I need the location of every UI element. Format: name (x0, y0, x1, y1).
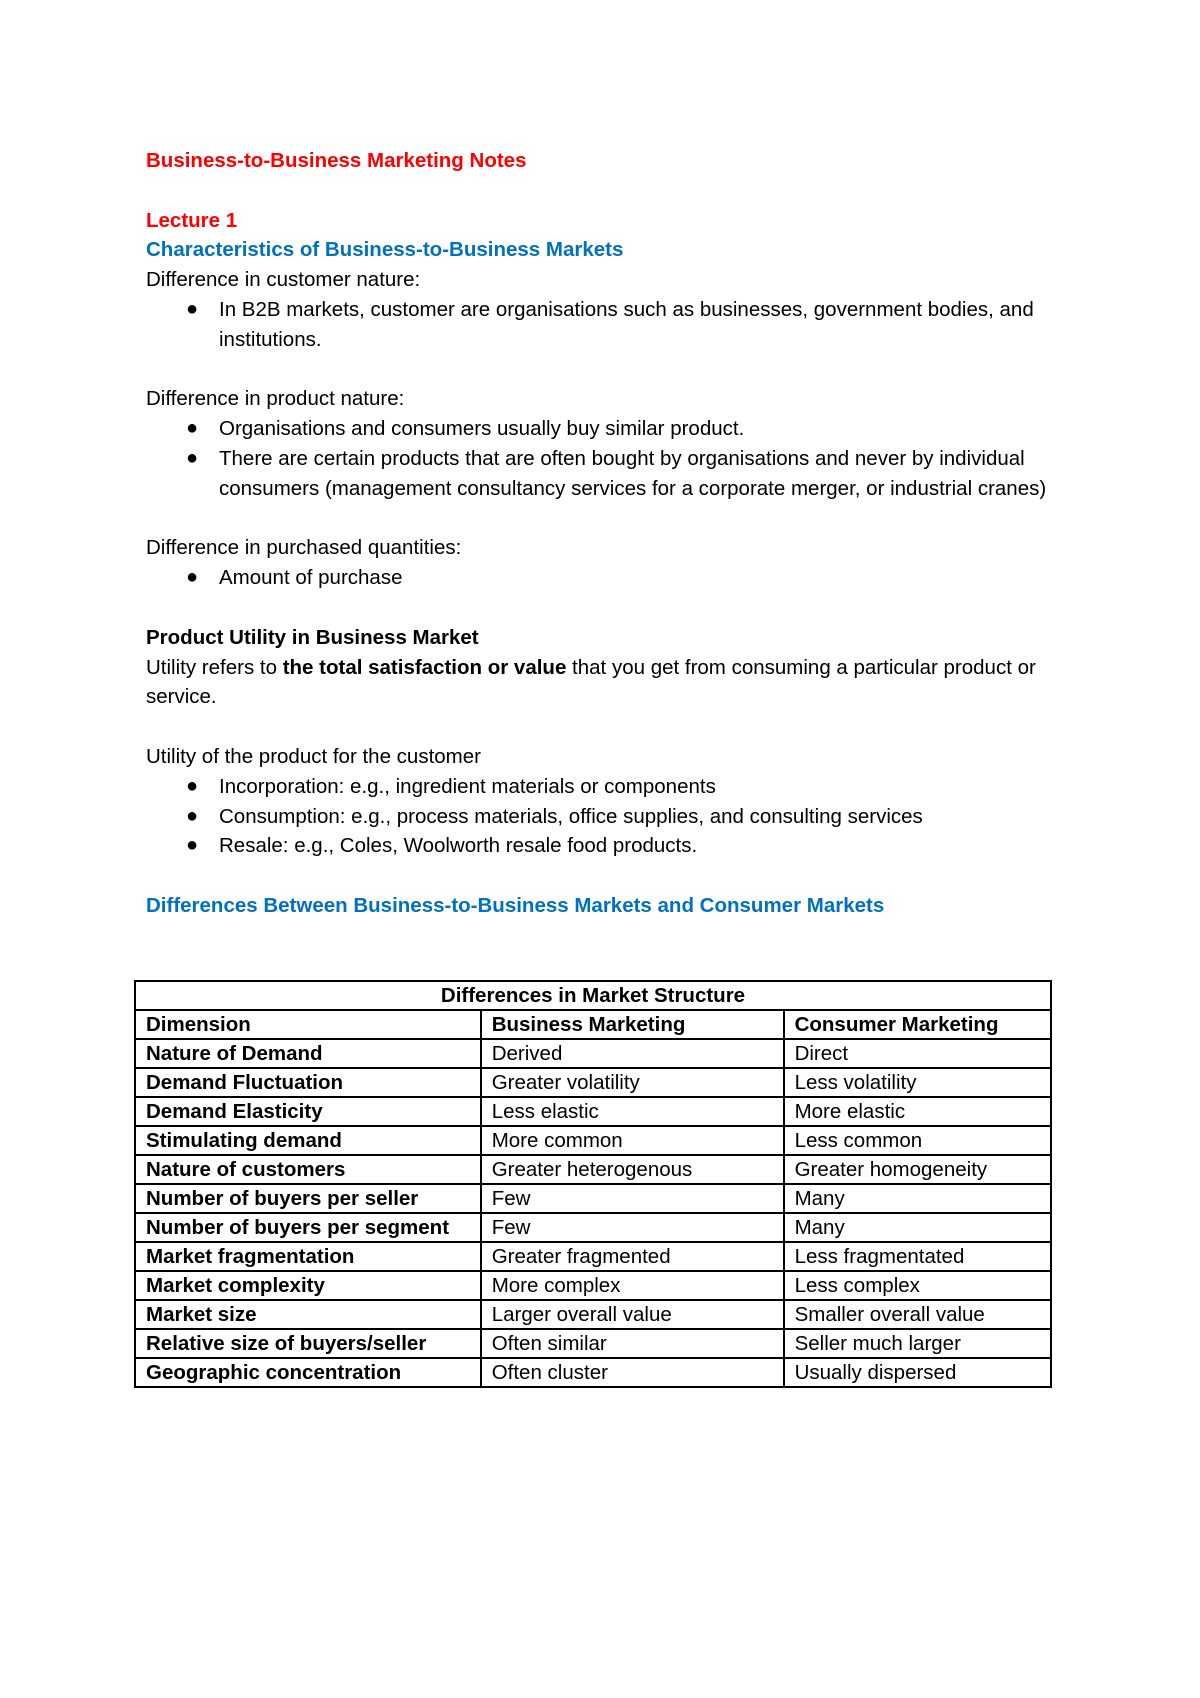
consumer-cell: Less fragmentated (784, 1242, 1051, 1271)
dimension-cell: Market complexity (135, 1271, 481, 1300)
list-item: ● There are certain products that are often bought by organisations and never by individual consumers (management consultancy services for a corporate merger, or industrial cranes) (146, 444, 1066, 504)
document-page (146, 146, 1066, 921)
spacer (146, 504, 1066, 534)
list-item: ● Amount of purchase (146, 563, 1066, 593)
section-heading-differences: Differences Between Business-to-Business Markets and Consumer Markets (146, 893, 885, 917)
table-row (135, 1242, 1051, 1271)
dimension-cell: Nature of Demand (135, 1039, 481, 1068)
spacer (146, 355, 1066, 385)
dimension-cell: Demand Fluctuation (135, 1068, 481, 1097)
consumer-cell: More elastic (784, 1097, 1051, 1126)
table-row (135, 1039, 1051, 1068)
bullet-icon: ● (186, 297, 199, 320)
purchased-quantities-label: Difference in purchased quantities: (146, 536, 462, 560)
utility-definition: Utility refers to the total satisfaction or value that you get from consuming a particular product or service. (146, 655, 1036, 709)
business-cell: Greater heterogenous (481, 1155, 784, 1184)
business-cell: More complex (481, 1271, 784, 1300)
business-cell: Derived (481, 1039, 784, 1068)
table-row (135, 1184, 1051, 1213)
table-row (135, 1213, 1051, 1242)
consumer-cell: Greater homogeneity (784, 1155, 1051, 1184)
business-cell: Larger overall value (481, 1300, 784, 1329)
lecture-label: Lecture 1 (146, 208, 238, 232)
consumer-cell: Direct (784, 1039, 1051, 1068)
bullet-icon: ● (186, 834, 199, 857)
list-item: ● Consumption: e.g., process materials, office supplies, and consulting services (146, 802, 1066, 832)
table-row (135, 1358, 1051, 1387)
product-nature-list (146, 414, 1066, 503)
product-nature-label: Difference in product nature: (146, 387, 405, 411)
document-title: Business-to-Business Marketing Notes (146, 149, 527, 172)
section-heading-characteristics: Characteristics of Business-to-Business Markets (146, 238, 624, 262)
business-cell: Greater volatility (481, 1068, 784, 1097)
table-row (135, 1126, 1051, 1155)
business-cell: Often cluster (481, 1358, 784, 1387)
consumer-cell: Many (784, 1184, 1051, 1213)
consumer-cell: Less volatility (784, 1068, 1051, 1097)
column-header-dimension: Dimension (135, 1010, 481, 1039)
customer-nature-label: Difference in customer nature: (146, 268, 421, 292)
list-item: ● Incorporation: e.g., ingredient materials or components (146, 772, 1066, 802)
business-cell: Greater fragmented (481, 1242, 784, 1271)
purchased-quantities-list (146, 563, 1066, 593)
consumer-cell: Usually dispersed (784, 1358, 1051, 1387)
spacer (146, 593, 1066, 623)
table-row (135, 1271, 1051, 1300)
dimension-cell: Nature of customers (135, 1155, 481, 1184)
dimension-cell: Relative size of buyers/seller (135, 1329, 481, 1358)
utility-label: Utility of the product for the customer (146, 744, 481, 768)
column-header-consumer: Consumer Marketing (784, 1010, 1051, 1039)
list-item: ● In B2B markets, customer are organisations such as businesses, government bodies, and institutions. (146, 295, 1066, 355)
bullet-icon: ● (186, 804, 199, 827)
table-row (135, 1068, 1051, 1097)
list-item: ● Organisations and consumers usually buy similar product. (146, 414, 1066, 444)
business-cell: More common (481, 1126, 784, 1155)
dimension-cell: Number of buyers per seller (135, 1184, 481, 1213)
business-cell: Less elastic (481, 1097, 784, 1126)
dimension-cell: Number of buyers per segment (135, 1213, 481, 1242)
table-row (135, 1097, 1051, 1126)
dimension-cell: Geographic concentration (135, 1358, 481, 1387)
customer-nature-list (146, 295, 1066, 355)
spacer (146, 176, 1066, 206)
table-row (135, 1329, 1051, 1358)
list-item: ● Resale: e.g., Coles, Woolworth resale food products. (146, 831, 1066, 861)
product-utility-heading: Product Utility in Business Market (146, 625, 479, 649)
consumer-cell: Seller much larger (784, 1329, 1051, 1358)
consumer-cell: Less common (784, 1126, 1051, 1155)
spacer (146, 861, 1066, 891)
consumer-cell: Less complex (784, 1271, 1051, 1300)
dimension-cell: Stimulating demand (135, 1126, 481, 1155)
market-structure-table-wrapper (134, 980, 1052, 1388)
column-header-business: Business Marketing (481, 1010, 784, 1039)
table-body (135, 1039, 1051, 1387)
bullet-icon: ● (186, 566, 199, 589)
dimension-cell: Demand Elasticity (135, 1097, 481, 1126)
business-cell: Few (481, 1213, 784, 1242)
business-cell: Few (481, 1184, 784, 1213)
table-row (135, 1300, 1051, 1329)
business-cell: Often similar (481, 1329, 784, 1358)
consumer-cell: Many (784, 1213, 1051, 1242)
dimension-cell: Market size (135, 1300, 481, 1329)
bullet-icon: ● (186, 417, 199, 440)
table-caption-row (135, 981, 1051, 1010)
table-caption: Differences in Market Structure (135, 981, 1051, 1010)
spacer (146, 712, 1066, 742)
utility-list (146, 772, 1066, 861)
consumer-cell: Smaller overall value (784, 1300, 1051, 1329)
bullet-icon: ● (186, 774, 199, 797)
table-header-row (135, 1010, 1051, 1039)
table-row (135, 1155, 1051, 1184)
bullet-icon: ● (186, 446, 199, 469)
market-structure-table (134, 980, 1052, 1388)
dimension-cell: Market fragmentation (135, 1242, 481, 1271)
